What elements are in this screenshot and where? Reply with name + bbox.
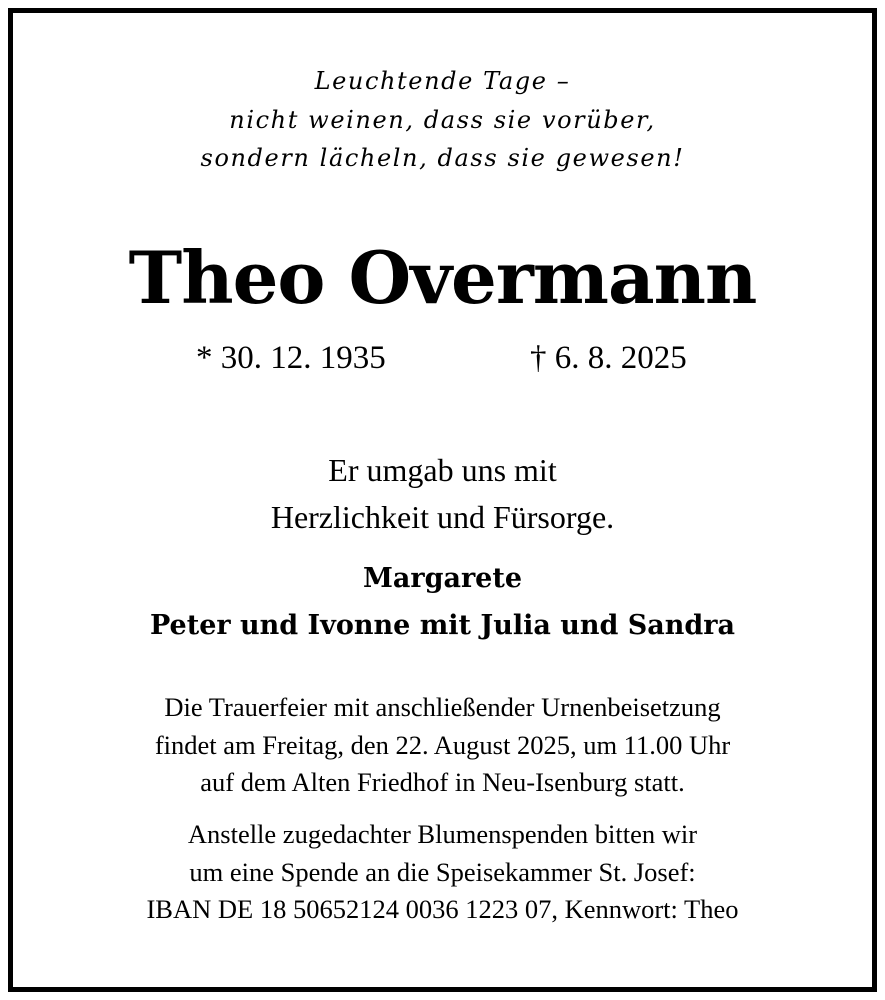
donation-line: Anstelle zugedachter Blumenspenden bitten wir bbox=[187, 819, 698, 849]
service-line: Die Trauerfeier mit anschließender Urnenbeisetzung bbox=[164, 692, 721, 722]
donation-request bbox=[13, 816, 872, 929]
tribute-line: Er umgab uns mit bbox=[328, 452, 557, 488]
mourner-line: Peter und Ivonne mit Julia und Sandra bbox=[149, 610, 735, 641]
tribute-text bbox=[13, 447, 872, 541]
mourner-line: Margarete bbox=[362, 563, 523, 594]
motto-verse bbox=[13, 62, 872, 178]
service-line: auf dem Alten Friedhof in Neu-Isenburg statt. bbox=[200, 767, 685, 797]
service-line: findet am Freitag, den 22. August 2025, um 11.00 Uhr bbox=[154, 729, 731, 760]
birth-date: * 30. 12. 1935 bbox=[196, 340, 386, 376]
tribute-line: Herzlichkeit und Fürsorge. bbox=[270, 499, 615, 535]
motto-line: nicht weinen, dass sie vorüber, bbox=[229, 105, 656, 134]
donation-line: um eine Spende an die Speisekammer St. Josef: bbox=[189, 856, 696, 887]
funeral-service-info bbox=[13, 689, 872, 802]
donation-iban-line: IBAN DE 18 50652124 0036 1223 07, Kennwort: Theo bbox=[146, 894, 739, 924]
motto-line: sondern lächeln, dass sie gewesen! bbox=[200, 144, 685, 172]
deceased-name: Theo Overmann bbox=[128, 235, 757, 320]
mourners-list bbox=[13, 555, 872, 649]
life-dates bbox=[13, 335, 872, 381]
death-date: † 6. 8. 2025 bbox=[530, 340, 687, 376]
motto-line: Leuchtende Tage – bbox=[314, 67, 571, 95]
